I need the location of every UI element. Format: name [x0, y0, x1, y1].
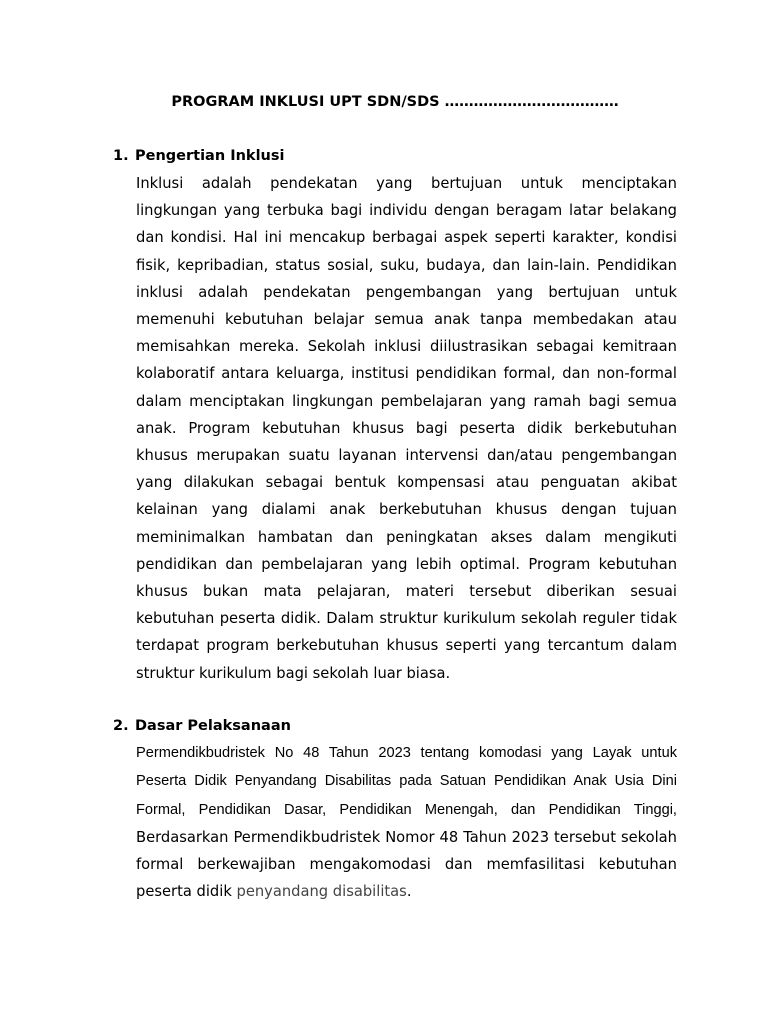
document-title: PROGRAM INKLUSI UPT SDN/SDS ………………………………: [171, 94, 619, 110]
disability-link-text: penyandang disabilitas: [236, 883, 407, 901]
section-heading-text: Pengertian Inklusi: [135, 148, 285, 164]
section-heading-text: Dasar Pelaksanaan: [135, 718, 291, 734]
regulation-explanation: Berdasarkan Permendikbudristek Nomor 48 Tahun 2023 tersebut sekolah formal berkewajiban mengakomodasi dan memfasilitasi kebutuhan peserta didik: [136, 828, 677, 901]
section-body-pengertian-inklusi: Inklusi adalah pendekatan yang bertujuan untuk menciptakan lingkungan yang terbuka bagi individu dengan beragam latar belakang dan kondisi. Hal ini mencakup berbagai aspek seperti karakter, kondisi fisik, kepribadian, status sosial, suku, budaya, dan lain-lain. Pendidikan inklusi adalah pendekatan pengembangan yang bertujuan untuk memenuhi kebutuhan belajar semua anak tanpa membedakan atau memisahkan mereka. Sekolah inklusi diilustrasikan sebagai kemitraan kolaboratif antara keluarga, institusi pendidikan formal, dan non-formal dalam menciptakan lingkungan pembelajaran yang ramah bagi semua anak. Program kebutuhan khusus bagi peserta didik berkebutuhan khusus merupakan suatu layanan intervensi dan/atau pengembangan yang dilakukan sebagai bentuk kompensasi atau penguatan akibat kelainan yang dialami anak berkebutuhan khusus dengan tujuan meminimalkan hambatan dan peningkatan akses dalam mengikuti pendidikan dan pembelajaran yang lebih optimal. Program kebutuhan khusus bukan mata pelajaran, materi tersebut diberikan sesuai kebutuhan peserta didik. Dalam struktur kurikulum sekolah reguler tidak terdapat program berkebutuhan khusus seperti yang tercantum dalam struktur kurikulum bagi sekolah luar biasa.: [136, 175, 677, 682]
section-heading-dasar-pelaksanaan: [113, 716, 673, 736]
section-heading-pengertian-inklusi: [113, 146, 673, 166]
section-body-dasar-pelaksanaan: [136, 739, 677, 906]
section-number: 2.: [113, 718, 129, 734]
section-number: 1.: [113, 148, 129, 164]
sentence-end: .: [406, 883, 412, 901]
regulation-citation: Permendikbudristek No 48 Tahun 2023 tentang komodasi yang Layak untuk Peserta Didik Penyandang Disabilitas pada Satuan Pendidikan Anak Usia Dini Formal, Pendidikan Dasar, Pendidikan Menengah, dan Pendidikan Tinggi,: [136, 745, 677, 818]
